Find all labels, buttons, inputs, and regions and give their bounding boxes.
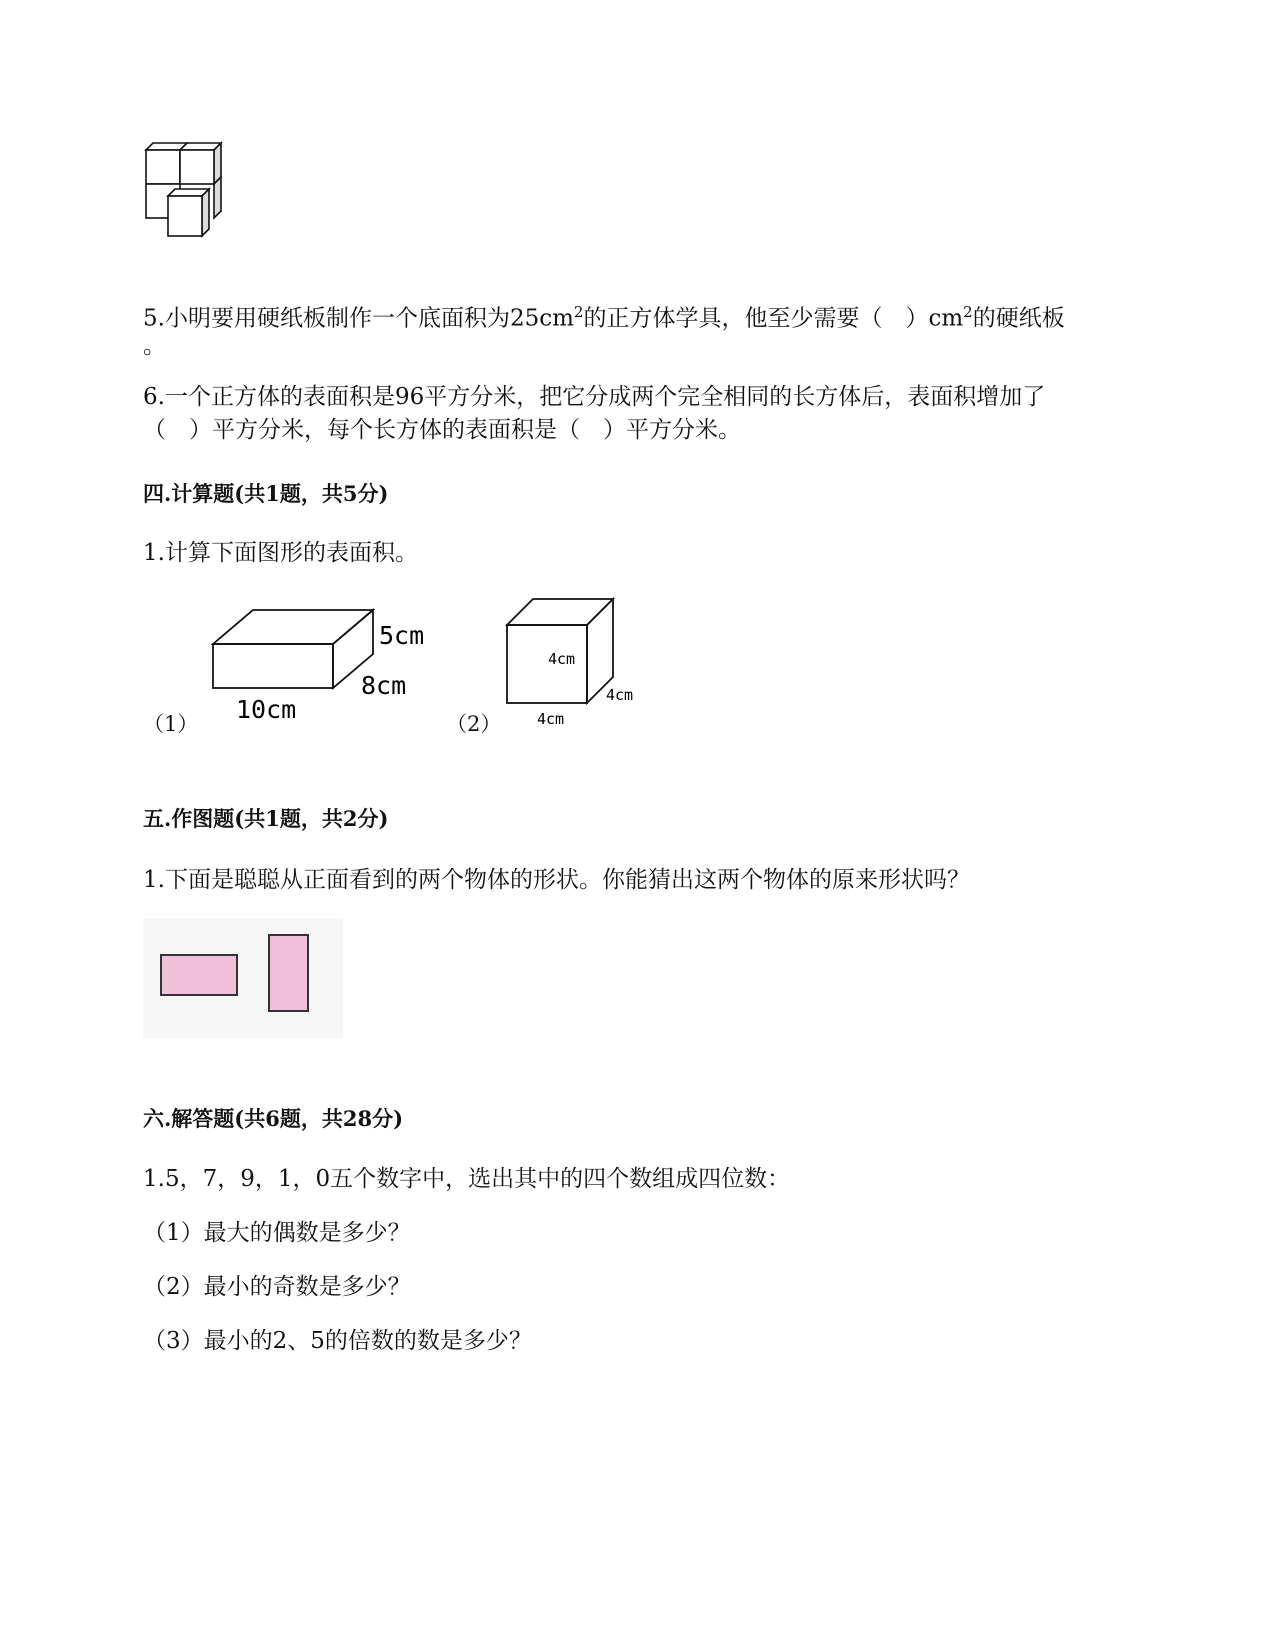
cuboid-length-label: 10cm bbox=[236, 695, 297, 724]
front-view-shapes-panel bbox=[143, 918, 343, 1038]
section-4-heading: 四.计算题(共1题，共5分) bbox=[143, 481, 389, 506]
question-6-line-1: 6.一个正方体的表面积是96平方分米，把它分成两个完全相同的长方体后，表面积增加了 bbox=[143, 384, 1046, 410]
question-5-text-b: 的正方体学具，他至少需要（ ）cm bbox=[583, 305, 964, 332]
figure-2-label: （2） bbox=[446, 712, 502, 736]
section-6-question-1: 1.5，7，9，1，0五个数字中，选出其中的四个数组成四位数： bbox=[143, 1166, 791, 1192]
cuboid-figure bbox=[205, 600, 445, 730]
section-6-sub-question-2: （2）最小的奇数是多少？ bbox=[143, 1274, 411, 1300]
section-5-question-1: 1.下面是聪聪从正面看到的两个物体的形状。你能猜出这两个物体的原来形状吗？ bbox=[143, 867, 970, 893]
superscript-2: 2 bbox=[963, 303, 973, 321]
cuboid-height-label: 5cm bbox=[379, 621, 425, 650]
cube-bottom-label: 4cm bbox=[537, 710, 565, 728]
question-5-line-2: 。 bbox=[143, 333, 166, 359]
cube-front-label: 4cm bbox=[548, 650, 576, 668]
vertical-rectangle-shape bbox=[268, 934, 309, 1012]
figure-1-label: （1） bbox=[143, 712, 199, 736]
cuboid-width-label: 8cm bbox=[361, 671, 407, 700]
question-6-line-2: （ ）平方分米，每个长方体的表面积是（ ）平方分米。 bbox=[143, 417, 741, 443]
superscript-2: 2 bbox=[573, 303, 584, 321]
horizontal-rectangle-shape bbox=[160, 954, 238, 996]
section-5-heading: 五.作图题(共1题，共2分) bbox=[143, 806, 389, 831]
section-6-sub-question-3: （3）最小的2、5的倍数的数是多少？ bbox=[143, 1328, 532, 1354]
cube-figure bbox=[500, 592, 650, 732]
cube-side-label: 4cm bbox=[606, 686, 634, 704]
question-5-text-a: 5.小明要用硬纸板制作一个底面积为25cm bbox=[143, 305, 574, 332]
section-4-question-1: 1.计算下面图形的表面积。 bbox=[143, 540, 418, 566]
section-6-heading: 六.解答题(共6题，共28分) bbox=[143, 1106, 404, 1131]
question-5 bbox=[143, 296, 1065, 336]
question-5-text-c: 的硬纸板 bbox=[972, 305, 1065, 332]
section-6-sub-question-1: （1）最大的偶数是多少？ bbox=[143, 1220, 411, 1246]
cube-stack-figure bbox=[140, 140, 235, 245]
